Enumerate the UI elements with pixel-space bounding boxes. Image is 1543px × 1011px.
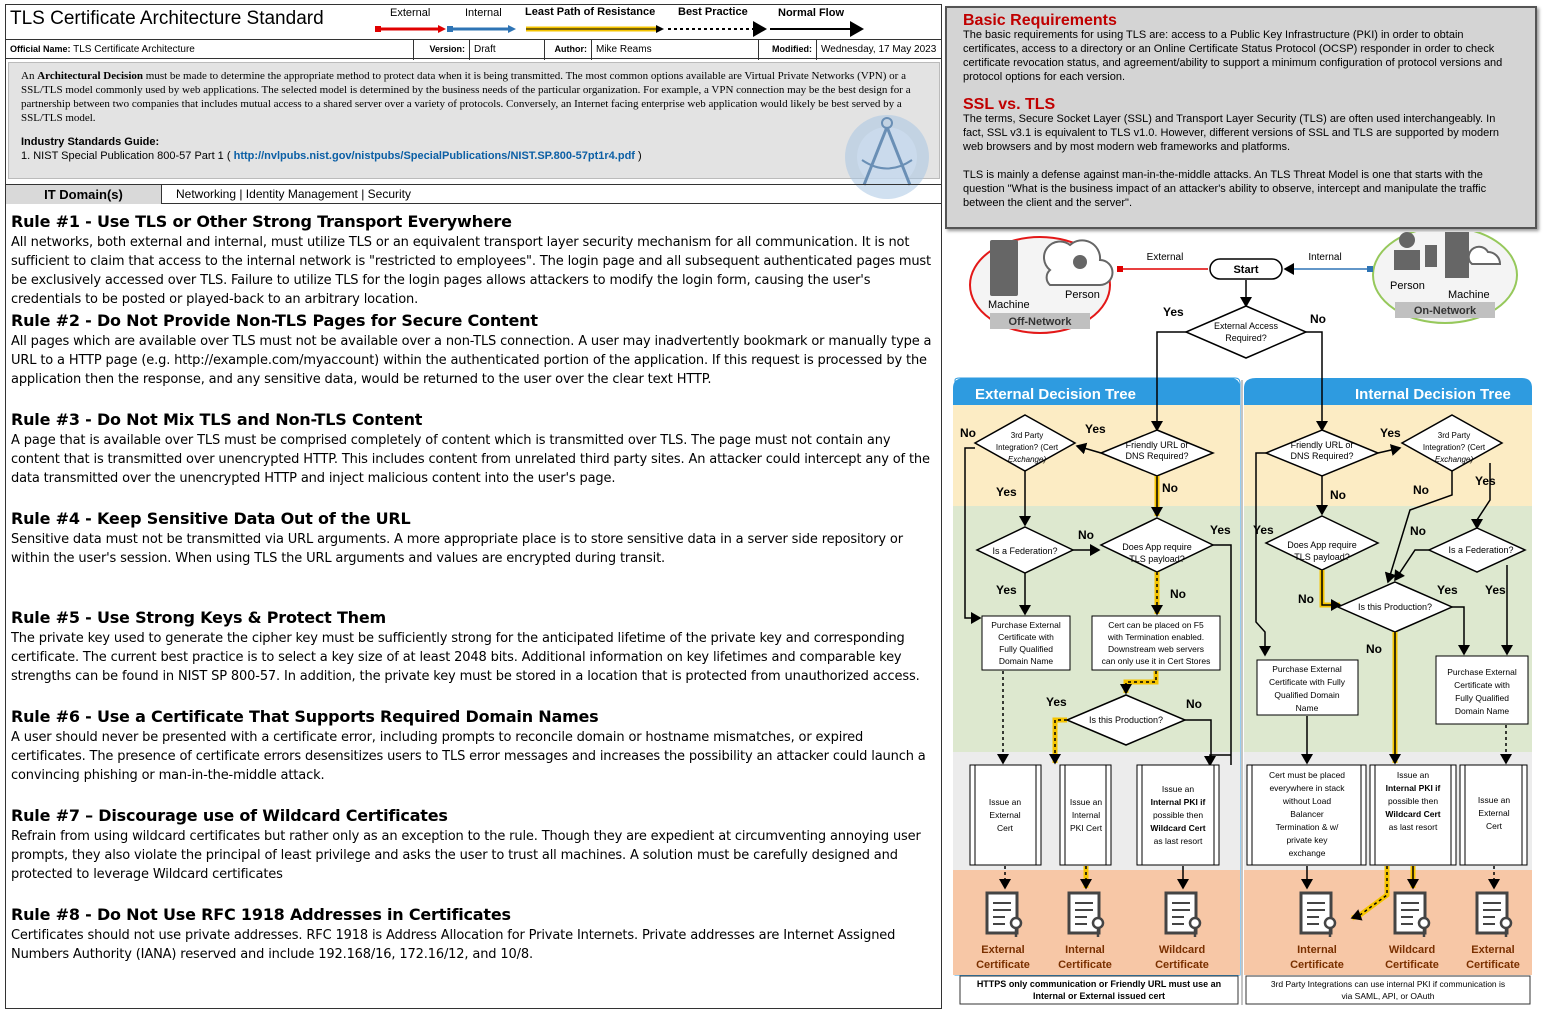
decision-flowchart (945, 232, 1542, 1010)
icert-ext-l2: Certificate (1466, 959, 1520, 971)
external-tree-title: External Decision Tree (975, 386, 1136, 403)
rule-5 (11, 608, 939, 707)
lb-l6: private key (1286, 835, 1328, 845)
rule-text: Refrain from using wildcard certificates but rather only as an exception to the rule. Though they are expedient at circumventing annoying user prompts, they also violate the principal of least privilege and asks the user to trust all machines. A solution must be carefully designed and protected to leverage Wildcard certificates (11, 829, 921, 882)
no-label: No (1298, 592, 1314, 606)
no-label: No (1162, 481, 1178, 495)
iw-l5: as last resort (1153, 836, 1203, 846)
start-label: Start (1233, 264, 1259, 276)
author-label: Author: (545, 40, 592, 60)
it-domains-value: Networking | Identity Management | Security (176, 187, 412, 201)
no-label: No (1310, 312, 1326, 326)
legend-external-label: External (390, 7, 431, 19)
legend-lpr-line (526, 25, 664, 33)
legend-internal-line (447, 25, 516, 33)
rule-1 (11, 212, 939, 311)
app-l1: Does App require (1122, 542, 1192, 552)
rule-8 (11, 905, 939, 1004)
lb-l2: everywhere in stack (1269, 783, 1345, 793)
legend-internal-label: Internal (465, 7, 502, 19)
version-value: Draft (470, 40, 545, 60)
ipr-l4: Domain Name (1454, 706, 1510, 716)
no-label: No (960, 426, 976, 440)
icert-int-l2: Certificate (1290, 959, 1344, 971)
on-person-label: Person (1390, 280, 1425, 292)
ssl-vs-tls-text: The terms, Secure Socket Layer (SSL) and Transport Layer Security (TLS) are often used interchangeably. In fact, SSL v3.1 is equivalent to TLS v1.0. However, different versions of SSL and TLS are supported by modern web browsers and by most modern web frameworks and platforms. (963, 113, 1500, 153)
foot-left-line1: HTTPS only communication or Friendly URL must use an (976, 979, 1222, 989)
official-name-cell: Official Name: TLS Certificate Architecture (6, 40, 414, 60)
intro-text: An Architectural Decision must be made to determine the appropriate method to protect data when it is being transmitted. The most common options available are Virtual Private Networks (VPN) or a SSL/TLS model commonly used by web applications. The selected model is determined by the business needs of the particular organization. For example, a VPN connection may be the best design for a partnership between two companies that includes mutual access to a shared server over a variety of protocols. Conversely, an Internet facing enterprise web application would likely be best served by a SSL/TLS model. (21, 70, 911, 124)
on-machine-label: Machine (1448, 289, 1490, 301)
ii-l3: PKI Cert (1069, 823, 1103, 833)
foot-right-line1: 3rd Party Integrations can use internal PKI if communication is (1270, 979, 1506, 989)
f5-l2: with Termination enabled. (1107, 632, 1205, 642)
cert-wild-l1: Wildcard (1158, 944, 1206, 956)
modified-value: Wednesday, 17 May 2023 (821, 44, 937, 55)
ipr-l3: Fully Qualified (1455, 693, 1509, 703)
person-icon (1399, 232, 1415, 248)
yes-label: Yes (1085, 422, 1106, 436)
ii-l1: Issue an (1069, 797, 1103, 807)
off-person-label: Person (1065, 289, 1100, 301)
iw-l4: Wildcard Cert (1150, 823, 1206, 833)
no-label: No (1170, 587, 1186, 601)
app-l2: TLS payload? (1129, 554, 1185, 564)
internal-tree-title: Internal Decision Tree (1355, 386, 1511, 403)
rule-text: A page that is available over TLS must be comprised completely of content which is transmitted over TLS. The page must not contain any content that is transmitted over unencrypted HTTP. This includes content from unrelated third party sites. An attacker could intercept any of the data transmitted over the unencrypted HTTP and inject malicious content into the user's page. (11, 433, 930, 486)
no-label: No (1330, 488, 1346, 502)
phone-icon (1425, 245, 1437, 267)
int-external-certificate-icon (1477, 893, 1511, 937)
it-domains-label: IT Domain(s) (6, 185, 162, 204)
lb-l4: Balancer (1290, 809, 1324, 819)
off-network-label: Off-Network (1008, 316, 1072, 328)
person-icon (1073, 255, 1087, 269)
icert-int-l1: Internal (1297, 944, 1337, 956)
ip-l4: Name (1295, 703, 1319, 713)
nist-link[interactable]: http://nvlpubs.nist.gov/nistpubs/SpecialPublications/NIST.SP.800-57pt1r4.pdf (233, 150, 635, 162)
lb-l5: Termination & w/ (1275, 822, 1339, 832)
itp-l3: Exchange) (1434, 455, 1474, 464)
rule-text: Certificates should not use private addresses. RFC 1918 is Address Allocation for Private Internets. Private addresses are Internet Assigned Numbers Authority (IANA) reserved and include 192.168/16, 172.16/12, and 10/8. (11, 928, 896, 962)
ifed-label: Is a Federation? (1448, 545, 1514, 555)
no-label: No (1078, 528, 1094, 542)
iprod-label: Is this Production? (1357, 602, 1433, 612)
iiw-l3: possible then (1387, 796, 1439, 806)
icert-wild-l1: Wildcard (1388, 944, 1436, 956)
official-name-value: TLS Certificate Architecture (73, 44, 195, 55)
f5-l3: Downstream web servers (1108, 644, 1204, 654)
pe-l4: Domain Name (998, 656, 1054, 666)
author-value: Mike Reams (592, 40, 759, 60)
pe-l3: Fully Qualified (999, 644, 1053, 654)
yes-label: Yes (1485, 583, 1506, 597)
on-network-group (1373, 232, 1517, 323)
f5-l1: Cert can be placed on F5 (1108, 620, 1204, 630)
ie-l2: External (989, 810, 1021, 820)
cert-int-l2: Certificate (1058, 959, 1112, 971)
tp-l1: 3rd Party (1010, 431, 1044, 440)
basic-requirements-heading: Basic Requirements (963, 12, 1117, 29)
rule-title: Rule #1 - Use TLS or Other Strong Transport Everywhere (11, 212, 512, 231)
external-access-diamond (1186, 306, 1306, 358)
fr-l2: DNS Required? (1125, 451, 1189, 461)
modified-label: Modified: (759, 40, 817, 60)
itp-l2: Integration? (Cert (1422, 443, 1486, 452)
legend-normal-label: Normal Flow (778, 7, 845, 19)
rule-text: A user should never be presented with a certificate error, including prompts to reconcile domain or hostname mismatches, or expired certificates. The presence of certificate errors desensitizes users to TLS error messages and increases the possibility an attacker could launch a convincing phishing or man-in-the-middle attack. (11, 730, 926, 783)
ip-l3: Qualified Domain (1274, 690, 1340, 700)
rule-title: Rule #5 - Use Strong Keys & Protect Them (11, 608, 387, 627)
rule-title: Rule #6 - Use a Certificate That Supports Required Domain Names (11, 707, 599, 726)
tp-l3: Exchange) (1007, 455, 1047, 464)
yes-label: Yes (996, 583, 1017, 597)
basic-requirements-text: The basic requirements for using TLS are: access to a Public Key Infrastructure (PKI) in order to obtain certificates, access to a directory or an Online Certificate Status Protocol (OCSP) responder in order to check certificate revocation status, and agreement/ability to support a minimum configuration of protocol versions and protocol options for each version. (963, 29, 1503, 83)
ext-access-l2: Required? (1225, 333, 1267, 343)
lb-l1: Cert must be placed (1268, 770, 1346, 780)
rule-title: Rule #4 - Keep Sensitive Data Out of the URL (11, 509, 411, 528)
foot-left-line2: Internal or External issued cert (1032, 991, 1166, 1001)
pe-l1: Purchase External (991, 620, 1061, 630)
iiw-l2: Internal PKI if (1385, 783, 1441, 793)
external-certificate-icon (987, 893, 1021, 937)
iapp-l1: Does App require (1287, 540, 1357, 550)
fr-l1: Friendly URL or (1125, 440, 1189, 450)
prod-label: Is this Production? (1088, 715, 1164, 725)
it-domains (6, 184, 941, 204)
rule-title: Rule #8 - Do Not Use RFC 1918 Addresses in Certificates (11, 905, 511, 924)
yes-label: Yes (1253, 523, 1274, 537)
intro-bold: Architectural Decision (37, 70, 144, 82)
ie-l3: Cert (996, 823, 1014, 833)
int-internal-certificate-icon (1301, 893, 1335, 937)
rule-title: Rule #2 - Do Not Provide Non-TLS Pages for Secure Content (11, 311, 538, 330)
iw-l2: Internal PKI if (1150, 797, 1206, 807)
rule-text: The private key used to generate the cipher key must be sufficiently strong for the anticipated lifetime of the private key and corresponding certificate. The current best practice is to select a key size of at least 2048 bits. Additional information on key lifetimes and comparable key strengths can be found in NIST SP 800-57. In addition, the private key must be stored in a location that is protected from unauthorized access. (11, 631, 920, 684)
rule-6 (11, 707, 939, 806)
iiw-l1: Issue an (1396, 770, 1430, 780)
threat-model-text: TLS is mainly a defense against man-in-the-middle attacks. An TLS Threat Model is one that starts with the question "What is the business impact of an attacker's ability to observe, intercept and manipulate the traffic between the client and the server". (963, 169, 1487, 209)
ipr-l2: Certificate with (1454, 680, 1510, 690)
ip-l2: Certificate with Fully (1268, 677, 1346, 687)
machine-icon (990, 240, 1018, 296)
ifr-l1: Friendly URL or (1290, 440, 1354, 450)
cert-int-l1: Internal (1065, 944, 1105, 956)
version-label: Version: (414, 40, 470, 60)
cert-ext-l1: External (981, 944, 1025, 956)
iapp-l2: TLS payload? (1294, 552, 1350, 562)
guide-reference: 1. NIST Special Publication 800-57 Part 1 ( http://nvlpubs.nist.gov/nistpubs/SpecialPublications/NIST.SP.800-57pt1r4.pdf ) (21, 150, 642, 162)
legend-best-label: Best Practice (678, 6, 748, 18)
icert-ext-l1: External (1471, 944, 1515, 956)
lb-l7: exchange (1288, 848, 1326, 858)
iw-l1: Issue an (1161, 784, 1195, 794)
internal-flow-label: Internal (1308, 252, 1342, 263)
fed-label: Is a Federation? (992, 546, 1058, 556)
iie-l1: Issue an (1477, 795, 1511, 805)
legend-lpr-label: Least Path of Resistance (525, 6, 656, 18)
no-label: No (1186, 697, 1202, 711)
f5-l4: can only use it in Cert Stores (1101, 656, 1211, 666)
ifr-l2: DNS Required? (1290, 451, 1354, 461)
external-tree-panel (953, 378, 1240, 975)
guide-label: Industry Standards Guide: (21, 136, 160, 148)
yes-label: Yes (1046, 695, 1067, 709)
ext-access-l1: External Access (1213, 321, 1279, 331)
iie-l2: External (1478, 808, 1510, 818)
rules-list (11, 212, 939, 1004)
rule-text: All pages which are available over TLS must not be available over a non-TLS connection. A user may inadvertently bookmark or manually type a URL to a HTTP page (e.g. http://example.com/myaccount) within the authenticated portion of the application. If this request is processed by the application then the response, and any sensitive data, would be returned to the user over the clear text HTTP. (11, 334, 932, 387)
on-network-label: On-Network (1413, 305, 1477, 317)
rule-text: All networks, both external and internal, must utilize TLS or an equivalent transport layer security mechanism for all communication. It is not sufficient to claim that access to the internal network is "restricted to employees". The login page and all subsequent authenticated pages must be exclusively accessed over TLS. Failure to utilize TLS for the login pages allows attackers to modify the login form, causing the user's credentials to be posted or played-back to an arbitrary location. (11, 235, 931, 307)
legend-lines (370, 4, 870, 38)
requirements-box (945, 6, 1537, 229)
iie-l3: Cert (1485, 821, 1503, 831)
off-network-group (970, 237, 1113, 333)
off-machine-label: Machine (988, 299, 1030, 311)
intro-box (8, 62, 940, 179)
page-title: TLS Certificate Architecture Standard (10, 8, 324, 29)
iiw-l5: as last resort (1388, 822, 1438, 832)
external-flow-label: External (1146, 252, 1184, 263)
yes-label: Yes (1210, 523, 1231, 537)
yes-label: Yes (996, 485, 1017, 499)
ie-l1: Issue an (988, 797, 1022, 807)
legend-external-line (375, 25, 446, 33)
rule-3 (11, 410, 939, 509)
wildcard-certificate-icon (1166, 893, 1200, 937)
pe-l2: Certificate with (998, 632, 1054, 642)
rule-title: Rule #7 – Discourage use of Wildcard Certificates (11, 806, 448, 825)
meta-bar (6, 39, 941, 59)
legend (370, 4, 870, 38)
rule-4 (11, 509, 939, 608)
yes-label: Yes (1163, 305, 1184, 319)
ip-l1: Purchase External (1272, 664, 1342, 674)
cert-wild-l2: Certificate (1155, 959, 1209, 971)
tp-l2: Integration? (Cert (995, 443, 1059, 452)
itp-l1: 3rd Party (1437, 431, 1471, 440)
machine-icon (1445, 232, 1469, 278)
ipr-l1: Purchase External (1447, 667, 1517, 677)
iiw-l4: Wildcard Cert (1385, 809, 1441, 819)
ssl-vs-tls-heading: SSL vs. TLS (963, 96, 1056, 113)
yes-label: Yes (1437, 583, 1458, 597)
rule-7 (11, 806, 939, 905)
foot-right-line2: via SAML, API, or OAuth (1341, 991, 1435, 1001)
cert-ext-l2: Certificate (976, 959, 1030, 971)
icert-wild-l2: Certificate (1385, 959, 1439, 971)
rule-text: Sensitive data must not be transmitted via URL arguments. A more appropriate place is to store sensitive data in a server side repository or within the user's session. When using TLS the URL arguments and values are encrypted during transit. (11, 532, 903, 566)
no-label: No (1413, 483, 1429, 497)
no-label: No (1410, 524, 1426, 538)
lb-l3: without Load (1282, 796, 1332, 806)
yes-label: Yes (1475, 474, 1496, 488)
no-label: No (1366, 642, 1382, 656)
int-wildcard-certificate-icon (1395, 893, 1429, 937)
iw-l3: possible then (1152, 810, 1204, 820)
ii-l2: Internal (1071, 810, 1101, 820)
rule-2 (11, 311, 939, 410)
rule-title: Rule #3 - Do Not Mix TLS and Non-TLS Content (11, 410, 423, 429)
internal-certificate-icon (1069, 893, 1103, 937)
yes-label: Yes (1380, 426, 1401, 440)
